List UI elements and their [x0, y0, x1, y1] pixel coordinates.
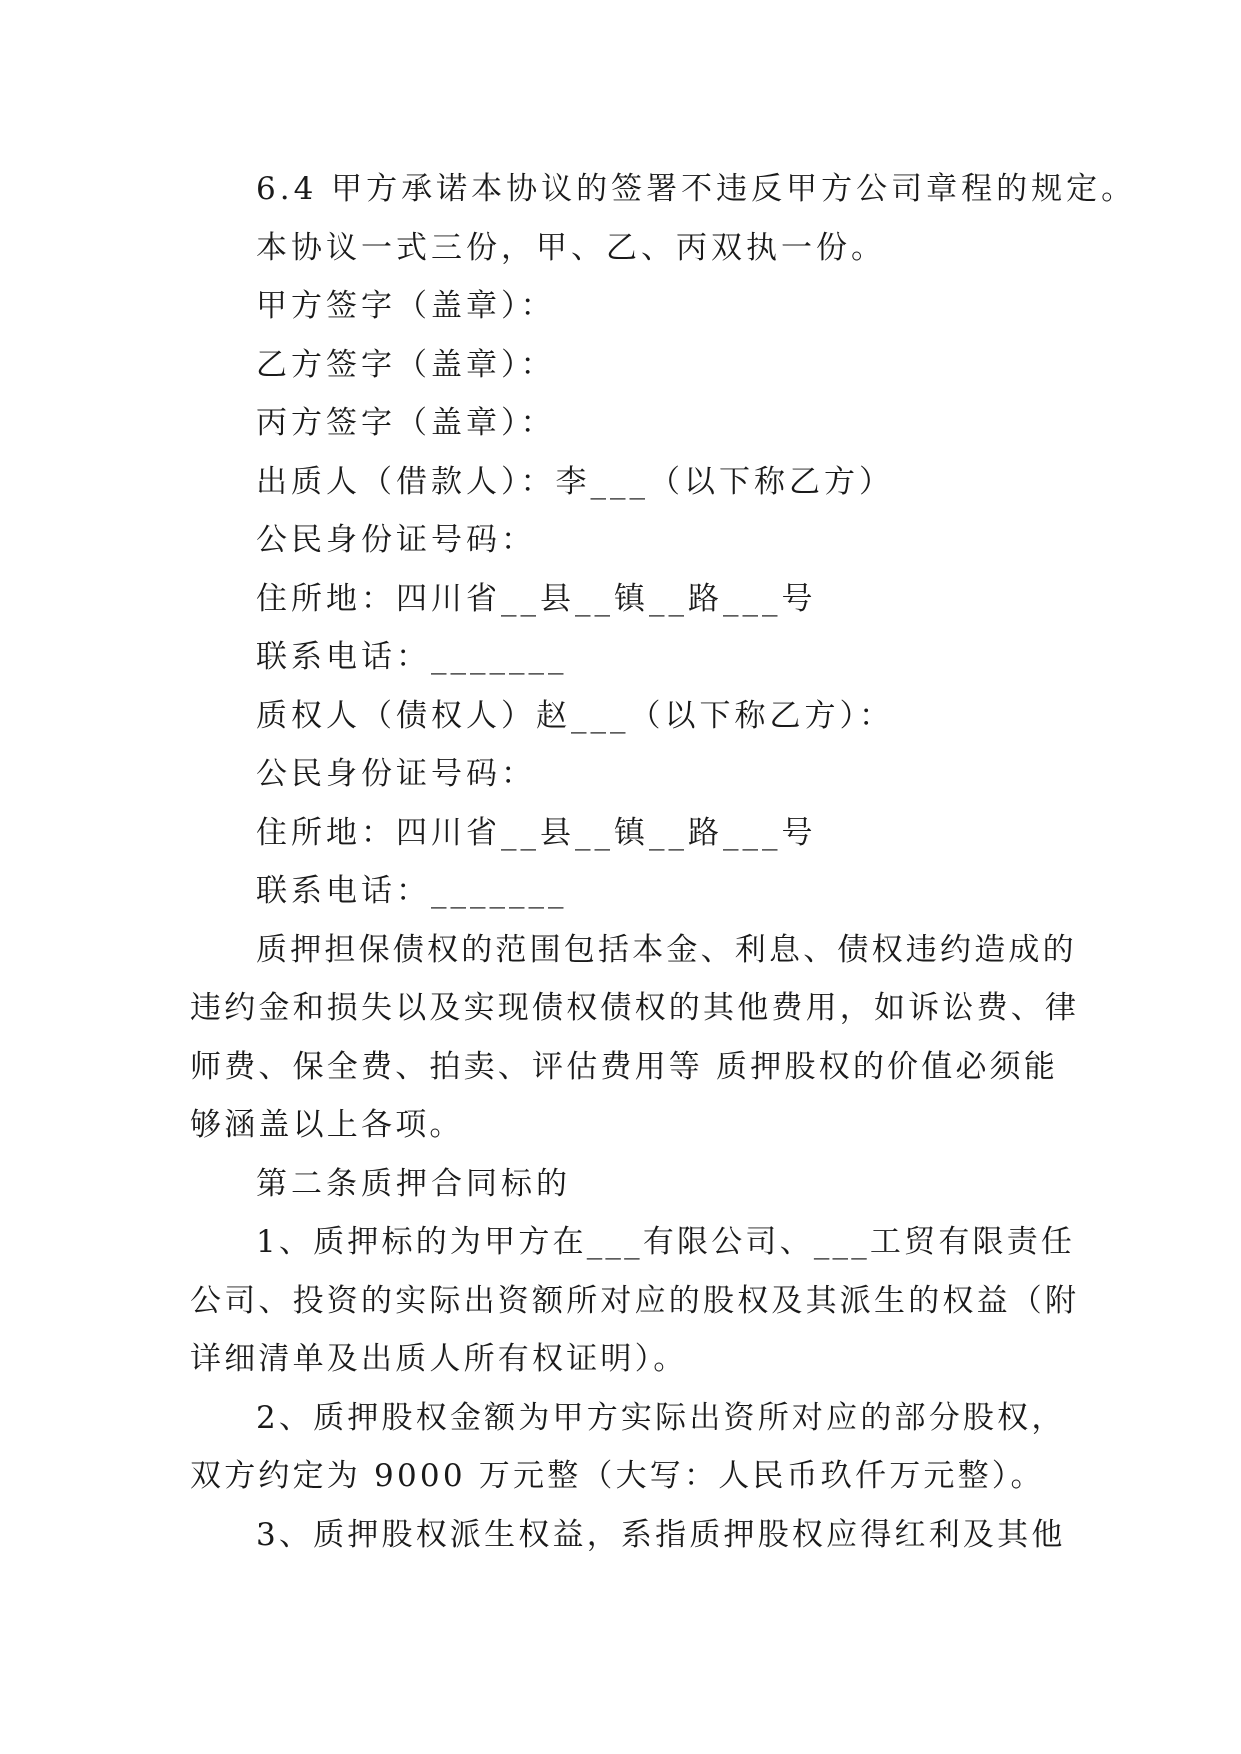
item-3-paragraph [190, 1506, 1070, 1565]
pledgor-phone: 联系电话：_______ [256, 639, 568, 675]
paragraph-line: 质押担保债权的范围包括本金、利息、债权违约造成的 [256, 931, 1077, 968]
pledgee-address: 住所地：四川省__县__镇__路___号 [256, 814, 817, 851]
article-2-heading: 第二条质押合同标的 [256, 1165, 571, 1202]
copies-statement: 本协议一式三份，甲、乙、丙双执一份。 [256, 229, 886, 266]
pledgor-id-number: 公民身份证号码： [256, 522, 536, 558]
paragraph-line: 2、质押股权金额为甲方实际出资所对应的部分股权， [256, 1399, 1066, 1436]
paragraph-line: 3、质押股权派生权益，系指质押股权应得红利及其他 [256, 1516, 1066, 1553]
paragraph-line: 1、质押标的为甲方在___有限公司、___工贸有限责任 [256, 1224, 1076, 1260]
item-1-paragraph [190, 1213, 1080, 1389]
paragraph-line: 公司、投资的实际出资额所对应的股权及其派生的权益（附 [190, 1282, 1080, 1319]
paragraph-line: 够涵盖以上各项。 [190, 1107, 464, 1143]
paragraph-line: 违约金和损失以及实现债权债权的其他费用，如诉讼费、律 [190, 990, 1080, 1026]
pledgee-name: 质权人（债权人）赵___（以下称乙方）： [256, 697, 894, 734]
scope-paragraph [190, 921, 1080, 1155]
pledgor-name: 出质人（借款人）：李___（以下称乙方） [256, 463, 894, 500]
pledgee-id-number: 公民身份证号码： [256, 756, 536, 792]
paragraph-line: 师费、保全费、拍卖、评估费用等 质押股权的价值必须能 [190, 1048, 1059, 1085]
party-b-signature: 乙方签字（盖章）： [256, 346, 556, 383]
party-a-signature: 甲方签字（盖章）： [256, 288, 556, 324]
item-2-paragraph [190, 1389, 1070, 1506]
pledgor-address: 住所地：四川省__县__镇__路___号 [256, 580, 817, 617]
clause-6-4: 6.4 甲方承诺本协议的签署不违反甲方公司章程的规定。 [256, 171, 1137, 207]
paragraph-line: 详细清单及出质人所有权证明）。 [190, 1341, 688, 1377]
pledgee-phone: 联系电话：_______ [256, 873, 568, 909]
paragraph-line: 双方约定为 9000 万元整（大写：人民币玖仟万元整）。 [190, 1458, 1045, 1494]
party-c-signature: 丙方签字（盖章）： [256, 405, 556, 441]
document-page [190, 160, 1137, 1564]
